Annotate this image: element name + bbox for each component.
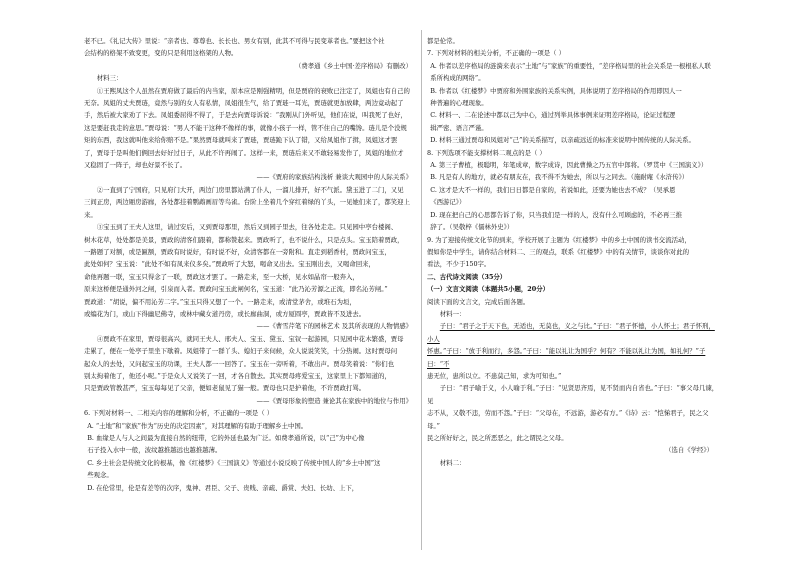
question-title: 9. 为了迎接传统文化节的到来，学校开展了主题为《红楼梦》中的乡土中国的读书交流活动，	[427, 235, 691, 244]
section-title: 二、古代诗文阅读（35分）	[427, 272, 507, 281]
classical-text: 子曰：“君子之于天下也，无适也，无莫也，义之与比。”子曰：“君子怀德，小人怀土；君子怀刑，小人	[427, 322, 715, 343]
source-citation: （费孝通《乡土中国·差序格局》有删改）	[294, 61, 412, 70]
material-text: ④贾政不在家里，贾母很高兴，就同王夫人、邢夫人、宝玉、黛玉、宝钗一起游园，只见园中花木繁盛，贾母	[96, 334, 404, 343]
instruction-text: 阅读下面的文言文，完成后面各题。	[427, 297, 530, 306]
question-title: 6. 下列对材料一、二相关内容的理解和分析，不正确的一项是（ ）	[84, 409, 274, 418]
material-text: 手，然后被大家劝了下去。凤姐委屈得不得了，于是去向贾母诉说：“我刚从门外听见，他们在说，叫我死了也好，	[84, 111, 407, 120]
question-option: D. 材料三通过贾母和凤姐对“己”的关系描写，以亲疏远近的标准来说明中国传统的人际关系。	[430, 136, 695, 145]
material-text: 树木花草，处处都是美景，贾政的清客们跟着，都称赞起来。贾政听了，也不说什么，只是点头。宝玉陪着贾政，	[84, 235, 404, 244]
material-text: 矩的东西，我这就叫他来给你赔不是。”果然贾母就叫来了贾琏，贾琏跪下认了错，又给凤姐作了揖，凤姐这才罢	[84, 136, 398, 145]
material-text: 无奈。凤姐的丈夫贾琏，竟然与别的女人有私情，凤姐很生气，给了贾琏一耳光，贾琏就更加放肆，两边竟动起了	[84, 99, 404, 108]
question-option: B. 作者以《红楼梦》中贾府和外围家族的关系实例，具体说明了差序格局的作用即因人一	[430, 86, 682, 95]
question-text: 假如你是中学生，请你结合材料二、三的观点，联系《红楼梦》中的有关情节，谈谈你对此的	[427, 247, 690, 256]
material-text: 一路题了对额，或是匾额，贾政有时说好，有时说不好，众清客都在一旁附和。直走到稻香村，贾政问宝玉，	[84, 247, 391, 256]
question-option: B. 血缘是人与人之间最为直接自然的纽带，它的外延也最为广泛。如费孝通所说，以“己”为中心像	[87, 434, 365, 442]
subsection-title: （一）文言文阅读（本题共5小题，20分）	[427, 285, 549, 294]
material-text: 这是要赶我走的意思。”贾母说：“男人不能干这种不像样的事，就像小孩子一样，管不住自己的嘴馋。琏儿是个没规	[84, 123, 407, 132]
source-citation: ——《贾母形象的塑造 兼论其在家族中的地位与作用》	[256, 396, 412, 405]
question-option: B. 凡是有人的地方，就必有朋友在，我不得不为她去，所以与之同去。（施耐庵《水浒传》）	[430, 173, 689, 182]
continued-text: 都是伦常。	[427, 37, 459, 45]
question-option: A. “土地”和“家族”作为“历史的决定因素”，对其理解的有助于理解乡土中国。	[87, 421, 308, 430]
material-text: 别太拘着他了，他还小呢。”于是众人又说笑了一回，才各自散去。其实贾母疼爱宝玉，这家里上下都知道的，	[84, 371, 391, 380]
right-column	[427, 35, 719, 469]
left-column	[84, 35, 418, 494]
intro-line: 会结构的格架不致变更，变的只是利用这格架的人物。	[84, 49, 238, 58]
question-option: A. 第三子曹植，极聪明，年笔成章，数字成诗，因此曹操之乃五官中郎将。（罗贯中《三国演义》）	[430, 161, 708, 170]
material-text: 只是贾政管教甚严，宝玉每每见了父亲，便如老鼠见了猫一般。贾母也只是护着他，不许贾政打骂。	[84, 384, 366, 393]
classical-text: 民之所好好之，民之所恶恶之，此之谓民之父母。	[427, 434, 568, 442]
question-title: 8. 下列选项不能支撑材料二观点的是（ ）	[427, 148, 546, 157]
question-option: 辑严密、语言严谨。	[430, 123, 488, 132]
source-citation: ——《曹雪芹笔下的园林艺术 及其所表现的人物情感》	[256, 322, 412, 331]
material-text: 或编花为门，或山下得幽尼佛寺，或林中藏女道丹房，或长廊曲洞，或方厦圆亭，贾政皆不及进去。	[84, 309, 366, 318]
material-text: 贾政道：“胡说，偏不用沁芳二字。”宝玉只得又想了一个。一路走来，或清堂茅舍，或堆石为垣，	[84, 297, 356, 306]
question-option: 些观念。	[87, 471, 113, 480]
material-text: 三间正房，两边厢房游廊，各处都挂着鹦鹉画眉等鸟雀。台阶上坐着几个穿红着绿的丫头，一见她们来了，都笑迎上来。	[84, 198, 410, 219]
question-option: 种普遍的心理现象。	[430, 99, 488, 108]
material-text: ①王熙凤这个人虽然在贾府做了最后的内当家，原本应是刚强精明，但是贾府的衰败已注定了，凤姐也有自己的	[96, 86, 410, 95]
classical-text: 子曰：“君子喻于义，小人喻于利。”子曰：“见贤思齐焉，见不贤而内自省也。”子曰：“事父母几谏，见	[427, 384, 719, 405]
material-text: 了，贾母于是叫他们俩回去好好过日子，从此不许再闹了。这样一来，贾琏后来又不敢轻易发作了，凤姐的地位才	[84, 148, 404, 157]
question-option: D. 在伦常里，伦是有差等的次序，鬼神、君臣、父子、贵贱、亲疏、爵赏、夫妇、长幼、上下，	[87, 483, 359, 492]
material-text: 走累了，便在一处亭子里坐下歇着。凤姐带了一群丫头、媳妇子来伺候，众人说说笑笑，十分热闹。这时贾母问	[84, 347, 398, 356]
classical-text: 志不从，又敬不违，劳而不怨。”子曰：“父母在，不远游，游必有方。”《诗》云：“恺悌君子，民之父母。”	[427, 409, 709, 430]
question-option: 石子投入水中一般，波纹越推越远也越推越薄。	[87, 446, 222, 455]
column-divider	[421, 30, 422, 550]
question-option: A. 作者以差序格局的涟漪来表示“土地”与“家族”的重要性，“差序格局里的社会关系是一根根私人联	[430, 61, 711, 70]
question-option: C. 材料一、二在论述中都以己为中心，通过列举具体事例来证明差序格局，论证过程逻	[430, 111, 676, 120]
question-option: 辞了。（吴敬梓《儒林外史》）	[430, 223, 514, 232]
source-citation: ——《贾府的家族结构浅析 兼谈大观园中的人际关系》	[256, 173, 412, 182]
material-title: 材料一：	[439, 309, 466, 318]
question-text: 看法，不少于150字。	[427, 260, 491, 269]
question-title: 7. 下列对材料的相关分析，不正确的一项是（ ）	[427, 49, 565, 58]
material-title: 材料三：	[96, 74, 123, 83]
question-option: 《西游记》）	[430, 198, 466, 207]
classical-text: 患无位，患所以立。不患莫己知，求为可知也。”	[427, 371, 562, 380]
material-text: ②一直到了宁国府，只见府门大开，两边门房里都站满了仆人，一溜儿排开，好不气派。黛玉进了二门，又见	[96, 185, 404, 194]
source-citation: （选自《学经》）	[665, 446, 713, 455]
question-option: 系所构成的网络”。	[430, 74, 485, 83]
material-text: 此处如何？宝玉说：“此处不如有凤来仪多矣。”贾政听了大怒，喝命叉出去。宝玉刚出去，又喝命回来，	[84, 260, 375, 269]
material-text: 起众人的去处，又问起宝玉的功课，王夫人都一一回答了。宝玉在一旁听着，不敢出声。贾母笑着说：“你们也	[84, 359, 395, 368]
question-option: C. 乡土社会是传统文化的根基，像《红楼梦》《三国演义》等通过小说反映了传统中国人的“乡土中国”这	[87, 458, 381, 467]
material-text: ③宝玉到了王夫人这里，请过安后，又到贾母那里，然后又到园子里去，往各处走走。只见园中亭台楼阁、	[96, 223, 398, 232]
material-text: 命他再题一联，宝玉只得念了一联，贾政这才罢了。一路走来，至一大桥，见水如晶帘一般奔入，	[84, 272, 359, 281]
material-text: 原来这桥便是通外河之闸，引泉而入者。贾政问宝玉此闸何名，宝玉道：“此乃沁芳源之正流，即名沁芳闸。”	[84, 285, 388, 294]
question-option: D. 现在把自己的心思都告诉了你，只当我们是一样的人，没有什么可顾虑的，不必再三推	[430, 210, 682, 219]
material-text: 又稳固了一阵子，却也好景不长了。	[84, 161, 187, 170]
question-option: C. 这才是大不一样的，我们日日都是自家的，若说如此，还要为她也去不成？（吴承恩	[430, 185, 676, 194]
material-title: 材料二：	[439, 458, 466, 467]
intro-line: 老不已。《礼记大传》里说：“亲者也、尊尊也、长长也、男女有别，此其不可得与民变革者也。”要把这个社	[84, 37, 385, 45]
classical-text: 怀惠。”子曰：“放于利而行，多怨。”子曰：“能以礼让为国乎？何有？不能以礼让为国，如礼何？”子曰：“不	[427, 347, 706, 368]
